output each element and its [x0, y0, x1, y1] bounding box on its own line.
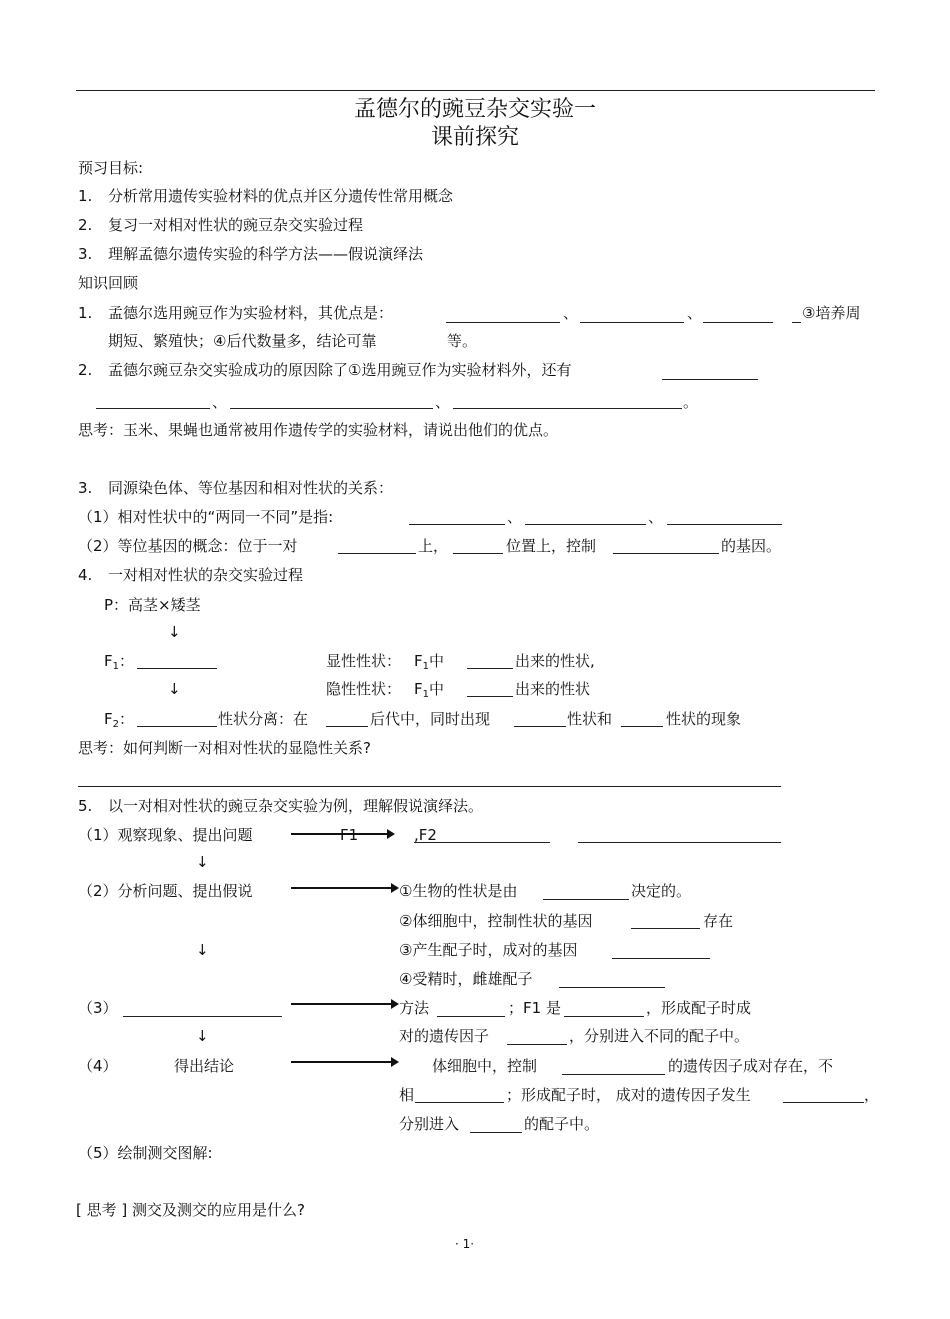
blank[interactable]: [613, 553, 719, 554]
conclusion-2: 相: [399, 1086, 415, 1104]
f1-label: $F_1$：: [104, 652, 135, 672]
think-1: 思考：玉米、果蝇也通常被用作遗传学的实验材料，请说出他们的优点。: [78, 421, 559, 439]
dominant-tail: 出来的性状,: [515, 652, 595, 670]
conclusion-3b: 的配子中。: [524, 1115, 600, 1133]
blank[interactable]: [792, 322, 801, 323]
blank[interactable]: [631, 928, 700, 929]
blank[interactable]: [514, 726, 566, 727]
q2-text: 孟德尔豌豆杂交实验成功的原因除了①选用豌豆作为实验材料外，还有: [108, 361, 572, 379]
step-4: （4）: [78, 1057, 118, 1075]
method-b: ；F1 是: [508, 999, 561, 1017]
blank[interactable]: [409, 524, 505, 525]
down-arrow: ↓: [168, 680, 181, 698]
q3-num: 3.: [78, 479, 93, 497]
preview-heading: 预习目标:: [78, 159, 144, 177]
separator: 、: [435, 393, 451, 411]
f2-label: $F_2$：: [104, 710, 135, 730]
recessive-tail: 出来的性状: [515, 680, 591, 698]
blank[interactable]: [783, 1102, 864, 1103]
blank[interactable]: [662, 379, 758, 380]
answer-line[interactable]: [78, 786, 781, 787]
step-2: （2）分析问题、提出假说: [78, 882, 253, 900]
method-line2: 对的遗传因子: [399, 1027, 490, 1045]
separator: 、: [212, 393, 228, 411]
hypothesis-3: ③产生配子时，成对的基因: [399, 941, 578, 959]
blank[interactable]: [525, 524, 646, 525]
separator: 、: [507, 508, 523, 526]
method-c: ，形成配子时成: [646, 999, 752, 1017]
down-arrow: ↓: [168, 623, 181, 641]
review-heading: 知识回顾: [78, 274, 139, 292]
blank[interactable]: [137, 726, 217, 727]
think-2: 思考：如何判断一对相对性状的显隐性关系?: [78, 739, 371, 757]
blank[interactable]: [123, 1016, 282, 1017]
blank[interactable]: [559, 987, 665, 988]
f2-text-d: 性状和: [567, 710, 613, 728]
goal-2-num: 2.: [78, 216, 93, 234]
blank[interactable]: [96, 408, 210, 409]
conclusion-2c: ，: [864, 1086, 880, 1104]
separator: 、: [563, 304, 579, 322]
blank[interactable]: [578, 842, 781, 843]
down-arrow: ↓: [196, 941, 209, 959]
blank[interactable]: [453, 553, 503, 554]
blank[interactable]: [580, 322, 684, 323]
right-arrow-icon: [291, 887, 393, 889]
separator: 、: [648, 508, 664, 526]
blank[interactable]: [230, 408, 433, 409]
down-arrow: ↓: [196, 853, 209, 871]
q1-line2: 期短、繁殖快；④后代数量多，结论可靠: [108, 332, 377, 350]
blank[interactable]: [564, 1016, 644, 1017]
f1-ref: $F_1$中: [414, 680, 445, 700]
blank[interactable]: [470, 1132, 522, 1133]
q1-num: 1.: [78, 304, 93, 322]
q4-text: 一对相对性状的杂交实验过程: [108, 566, 304, 584]
step-3: （3）: [78, 999, 118, 1017]
method-line2b: ，分别进入不同的配子中。: [569, 1027, 750, 1045]
method: 方法: [399, 999, 430, 1017]
blank[interactable]: [507, 1044, 567, 1045]
blank[interactable]: [453, 408, 682, 409]
conclusion-2b: ；形成配子时， 成对的遗传因子发生: [506, 1086, 751, 1104]
blank[interactable]: [667, 524, 782, 525]
step-1-f2: ,F2: [414, 826, 437, 844]
right-arrow-icon: [291, 1061, 393, 1063]
step-1: （1）观察现象、提出问题: [78, 826, 253, 844]
hypothesis-2: ②体细胞中，控制性状的基因: [399, 912, 593, 930]
page-number: · 1·: [455, 1237, 475, 1251]
f2-text-e: 性状的现象: [666, 710, 742, 728]
conclusion-3: 分别进入: [399, 1115, 460, 1133]
q3-text: 同源染色体、等位基因和相对性状的关系：: [108, 479, 394, 497]
separator: 、: [687, 304, 703, 322]
hypothesis-2-end: 存在: [703, 912, 734, 930]
think-3: [ 思考 ] 测交及测交的应用是什么?: [76, 1201, 305, 1219]
q3-part-2: （2）等位基因的概念：位于一对: [78, 537, 298, 555]
conclusion-1: 体细胞中，控制: [432, 1057, 538, 1075]
q3-part-1: （1）相对性状中的“两同一不同”是指:: [78, 508, 334, 526]
q1-text: 孟德尔选用豌豆作为实验材料，其优点是：: [108, 304, 394, 322]
blank[interactable]: [446, 322, 560, 323]
blank[interactable]: [612, 958, 710, 959]
blank[interactable]: [437, 1016, 505, 1017]
goal-3-num: 3.: [78, 245, 93, 263]
f2-text-c: 后代中，同时出现: [370, 710, 491, 728]
top-rule: [76, 90, 875, 91]
right-arrow-icon: [291, 1003, 393, 1005]
p-generation: P：高茎×矮茎: [104, 596, 201, 614]
blank[interactable]: [543, 899, 629, 900]
q3-part-2d: 的基因。: [721, 537, 782, 555]
page-title: 孟德尔的豌豆杂交实验一: [353, 97, 596, 122]
page-subtitle: 课前探究: [430, 125, 519, 150]
recessive-label: 隐性性状：: [326, 680, 402, 698]
blank[interactable]: [621, 726, 663, 727]
blank[interactable]: [703, 322, 773, 323]
hypothesis-1-end: 决定的。: [631, 882, 692, 900]
conclusion-1b: 的遗传因子成对存在，不: [668, 1057, 834, 1075]
dominant-label: 显性性状：: [326, 652, 402, 670]
q2-num: 2.: [78, 361, 93, 379]
q1-tail: ③培养周: [802, 304, 861, 322]
q5-num: 5.: [78, 797, 93, 815]
hypothesis-1: ①生物的性状是由: [399, 882, 518, 900]
q3-part-2b: 上，: [418, 537, 449, 555]
q3-part-2c: 位置上，控制: [506, 537, 597, 555]
step-1-f1: F1: [340, 826, 359, 844]
step-4-label: 得出结论: [174, 1057, 235, 1075]
q5-text: 以一对相对性状的豌豆杂交实验为例，理解假说演绎法。: [108, 797, 484, 815]
goal-1-num: 1.: [78, 187, 93, 205]
blank[interactable]: [338, 553, 416, 554]
goal-2-text: 复习一对相对性状的豌豆杂交实验过程: [108, 216, 364, 234]
blank[interactable]: [414, 842, 550, 843]
blank[interactable]: [562, 1074, 665, 1075]
q4-num: 4.: [78, 566, 93, 584]
f2-text-b: 性状分离：在: [218, 710, 309, 728]
period: 。: [683, 393, 699, 411]
q1-end: 等。: [447, 332, 478, 350]
blank[interactable]: [467, 696, 513, 697]
hypothesis-4: ④受精时，雌雄配子: [399, 970, 533, 988]
blank[interactable]: [326, 726, 368, 727]
blank[interactable]: [467, 668, 513, 669]
step-5: （5）绘制测交图解:: [78, 1144, 213, 1162]
goal-3-text: 理解孟德尔遗传实验的科学方法——假说演绎法: [108, 245, 424, 263]
goal-1-text: 分析常用遗传实验材料的优点并区分遗传性常用概念: [108, 187, 454, 205]
f1-ref: $F_1$中: [414, 652, 445, 672]
down-arrow: ↓: [196, 1027, 209, 1045]
blank[interactable]: [137, 668, 217, 669]
blank[interactable]: [415, 1102, 504, 1103]
